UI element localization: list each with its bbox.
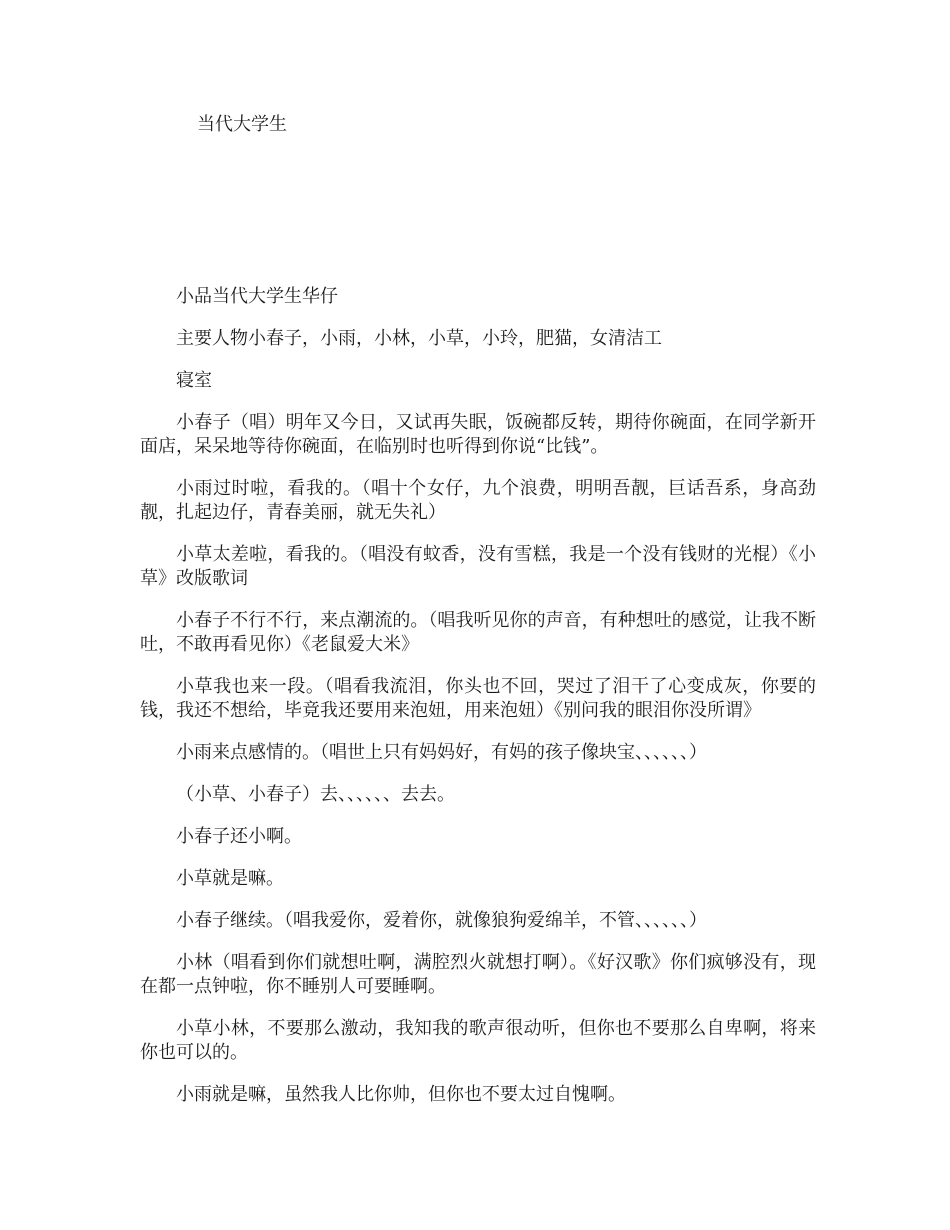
paragraph: 小草我也来一段。（唱看我流泪，你头也不回，哭过了泪干了心变成灰，你要的钱，我还不想给，毕竟我还要用来泡妞，用来泡妞）《别问我的眼泪你没所谓》 — [140, 676, 816, 721]
document-body — [140, 285, 816, 1125]
paragraph: 小雨就是嘛，虽然我人比你帅，但你也不要太过自愧啊。 — [176, 1084, 626, 1105]
paragraph: 小草小林，不要那么激动，我知我的歌声很动听，但你也不要那么自卑啊，将来你也可以的。 — [140, 1018, 816, 1063]
paragraph-subtitle: 小品当代大学生华仔 — [176, 286, 338, 307]
paragraph: 小雨来点感情的。（唱世上只有妈妈好，有妈的孩子像块宝、、、、、、） — [176, 742, 707, 763]
paragraph: 小春子不行不行，来点潮流的。（唱我听见你的声音，有种想吐的感觉，让我不断吐，不敢再看见你）《老鼠爱大米》 — [140, 610, 816, 655]
paragraph: 小春子还小啊。 — [176, 826, 302, 847]
paragraph: 小春子继续。（唱我爱你，爱着你，就像狼狗爱绵羊，不管、、、、、、） — [176, 910, 707, 931]
paragraph: 小草就是嘛。 — [176, 868, 284, 889]
paragraph: 小草太差啦，看我的。（唱没有蚊香，没有雪糕，我是一个没有钱财的光棍）《小草》改版歌词 — [140, 544, 816, 589]
paragraph: 小春子（唱）明年又今日，又试再失眠，饭碗都反转，期待你碗面，在同学新开面店，呆呆地等待你碗面，在临别时也听得到你说“比钱”。 — [140, 412, 816, 457]
paragraph-characters: 主要人物小春子，小雨，小林，小草，小玲，肥猫，女清洁工 — [176, 328, 662, 349]
paragraph-setting: 寝室 — [176, 370, 212, 391]
document-title: 当代大学生 — [197, 114, 287, 135]
paragraph: 小雨过时啦，看我的。（唱十个女仔，九个浪费，明明吾靓，巨话吾系，身高劲靓，扎起边仔，青春美丽，就无失礼） — [140, 478, 816, 523]
paragraph: （小草、小春子）去、、、、、、去去。 — [176, 784, 455, 805]
paragraph: 小林（唱看到你们就想吐啊，满腔烈火就想打啊）。《好汉歌》你们疯够没有，现在都一点钟啦，你不睡别人可要睡啊。 — [140, 952, 816, 997]
